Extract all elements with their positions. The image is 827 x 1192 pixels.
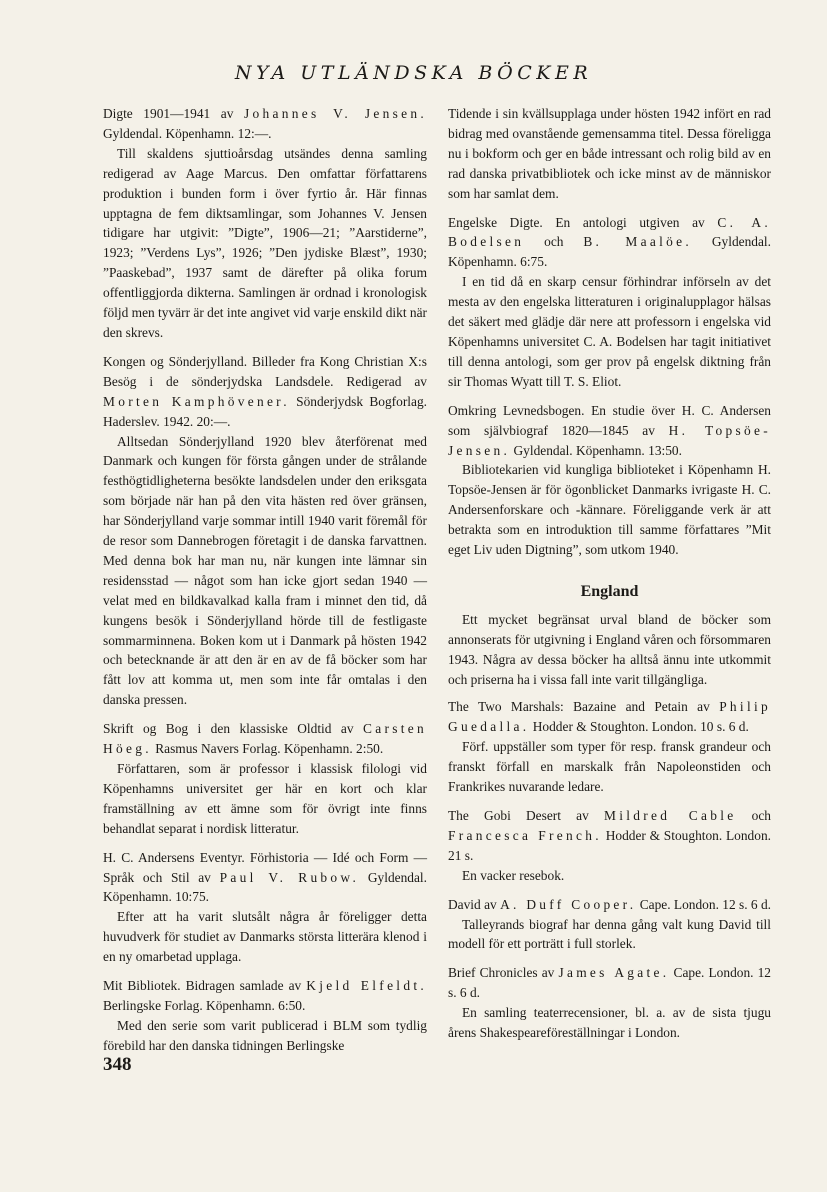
- book-entry: [448, 963, 771, 1043]
- page-number: 348: [103, 1054, 132, 1075]
- entry-heading-text: The Gobi Desert av: [448, 808, 604, 823]
- entry-heading-text: och: [524, 234, 584, 250]
- book-entry: [448, 806, 771, 886]
- entry-heading-text: Engelske Digte. En antologi utgiven av: [448, 214, 718, 230]
- author-name: Mildred Cable: [603, 808, 737, 823]
- entry-heading-text: Mit Bibliotek. Bidragen samlade av: [103, 978, 307, 994]
- entry-heading: [448, 806, 771, 866]
- left-column: [103, 104, 427, 1065]
- entry-body: Med den serie som varit publicerad i BLM som tydlig förebild har den danska tidningen Berlingske: [103, 1017, 427, 1053]
- entry-heading-text: Gyldendal. Köpenhamn. 6:75.: [448, 234, 771, 270]
- section-intro: Ett mycket begränsat urval bland de böcker som annonserats för utgivning i England våren och försommaren 1943. Några av dessa böcker ha alltså ännu inte utkommit och priserna ha i vissa fall inte varit tillgängliga.: [448, 611, 771, 687]
- entry-heading-text: Brief Chronicles av: [448, 965, 559, 981]
- author-name: Philip Guedalla.: [448, 699, 771, 735]
- author-name: A. Duff Cooper.: [500, 896, 637, 912]
- entry-heading-text: Sönderjydsk Bogforlag. Haderslev. 1942. 20:—.: [103, 393, 427, 429]
- author-name: James Agate.: [558, 965, 670, 981]
- entry-heading-text: H. C. Andersens Eventyr. Förhistoria — Idé och Form — Språk och Stil av: [103, 849, 427, 885]
- entry-heading-text: Gyldendal. Köpenhamn. 10:75.: [103, 869, 427, 905]
- entry-body: Alltsedan Sönderjylland 1920 blev återförenat med Danmark och kungen för första gången under de strålande festhögtidligheterna besökte landsdelen under den eriksgata som började när han på den vita hästen red över gränsen, har Sönderjylland varje sommar intill 1940 varit föremål för de resor som Dannebrogen företagit i de danska farvattnen. Med denna bok har man nu, när kungen inte lämnar sin residensstad — något som han icke gjort sedan 1940 — velat med en bildkavalkad kalla fram i minnet den tid, då kungens besök i Sönderjylland hörde till de festligaste sommarminnena. Boken kom ut i Danmark på hösten 1942 och betecknande är att den är en av de få böcker som har fått lov att komma ut, men som inte får omtalas i den danska pressen.: [103, 433, 427, 708]
- author-name: Paul V. Rubow.: [219, 869, 360, 885]
- entry-body: Förf. uppställer som typer för resp. fransk grandeur och franskt förfall en marskalk från Napoleonstiden och Frankrikes nuvarande ledare.: [448, 739, 771, 795]
- entry-heading: [448, 963, 771, 1003]
- entry-body: Tidende i sin kvällsupplaga under hösten 1942 infört en rad bidrag med ovanstående gemensamma titel. Dessa föreligga nu i bokform och ger en både intressant och rolig bild av en rad danska privatbibliotek och icke minst av de människor som har samlat dem.: [448, 106, 771, 201]
- entry-body: Till skaldens sjuttioårsdag utsändes denna samling redigerad av Aage Marcus. Den omfattar författarens produktion i bunden form i över fyrtio år. Här finnas upptagna de fem diktsamlingar, som Johannes V. Jensen tidigare har utgivit: ”Digte”, 1906—21; ”Aarstiderne”, 1923; ”Verdens Lys”, 1926; ”Den jydiske Blæst”, 1930; ”Paaskebad”, 1937 samt de därefter på olika forum offentliggjorda dikterna. Samlingen är ordnad i kronologisk följd men tyvärr är det inte angivet vid varje enskild dikt när den skrevs.: [103, 145, 427, 340]
- entry-heading: [448, 213, 771, 273]
- entry-heading: [103, 848, 427, 908]
- entry-heading-text: Gyldendal. Köpenhamn. 13:50.: [510, 442, 682, 458]
- author-name: Kjeld Elfeldt.: [306, 978, 427, 994]
- section-heading-england: England: [580, 582, 639, 600]
- entry-heading-text: Kongen og Sönderjylland. Billeder fra Kong Christian X:s Besög i de sönderjydska Landsdele. Redigerad av: [103, 353, 427, 389]
- continuation-paragraph: [448, 104, 771, 204]
- entry-body: En samling teaterrecensioner, bl. a. av de sista tjugu årens Shakespeareföreställningar i London.: [448, 1005, 771, 1041]
- entry-heading-text: Gyldendal. Köpenhamn. 12:—.: [103, 125, 272, 141]
- entry-body: I en tid då en skarp censur förhindrar införseln av det mesta av den engelska litteraturen i originalupplagor hälsas det säkert med glädje där nere att professorn i engelska vid Köpenhamns universitet C. A. Bodelsen har tagit initiativet till denna antologi, som ger prov på engelsk diktning från sir Thomas Wyatt till T. S. Eliot.: [448, 274, 771, 389]
- book-entry: [448, 697, 771, 797]
- right-column: [448, 104, 771, 1052]
- entry-heading-text: Digte 1901—1941 av: [103, 106, 244, 121]
- book-entry: [103, 848, 427, 967]
- entry-heading-text: Hodder & Stoughton. London. 10 s. 6 d.: [529, 719, 749, 735]
- entry-heading: [448, 401, 771, 461]
- entry-heading-text: Skrift og Bog i den klassiske Oldtid av: [103, 721, 363, 737]
- entry-body: En vacker resebok.: [462, 867, 565, 883]
- entry-heading: [103, 352, 427, 432]
- entry-heading: [103, 104, 427, 144]
- book-entry: [103, 976, 427, 1056]
- entry-heading: [103, 976, 427, 1016]
- entry-body: Talleyrands biograf har denna gång valt kung David till modell för ett porträtt i full storlek.: [448, 916, 771, 952]
- author-name: C. A. Bodelsen: [448, 214, 771, 250]
- entry-heading-text: Cape. London. 12 s. 6 d.: [448, 965, 771, 1001]
- author-name: Carsten Höeg.: [103, 721, 427, 757]
- entry-heading-text: Cape. London. 12 s. 6 d.: [636, 896, 771, 912]
- entry-heading: [103, 719, 427, 759]
- entry-body: Efter att ha varit slutsålt några år föreligger detta huvudverk för studiet av Danmarks största litterära klenod i en ny omarbetad upplaga.: [103, 909, 427, 965]
- entry-heading-text: och: [736, 808, 772, 823]
- book-entry: [448, 401, 771, 560]
- entry-heading-text: Omkring Levnedsbogen. En studie över H. C. Andersen som självbiograf 1820—1845 av: [448, 402, 771, 438]
- entry-heading-text: Hodder & Stoughton. London. 21 s.: [448, 827, 771, 863]
- author-name: Johannes V. Jensen.: [244, 106, 427, 121]
- entry-body: Författaren, som är professor i klassisk filologi vid Köpenhamns universitet ger här en kort och klar framställning av ett ämne som för övrigt inte finns behandlat separat i nordisk litteratur.: [103, 761, 427, 836]
- book-entry: [103, 719, 427, 838]
- entry-heading: [448, 697, 771, 737]
- book-entry: [103, 352, 427, 710]
- page-header-title: NYA UTLÄNDSKA BÖCKER: [234, 62, 593, 84]
- entry-heading: [448, 895, 771, 915]
- entry-heading-text: Berlingske Forlag. Köpenhamn. 6:50.: [103, 997, 306, 1013]
- author-name: B. Maalöe.: [583, 234, 692, 250]
- author-name: Francesca French.: [448, 827, 602, 843]
- author-name: Morten Kamphövener.: [103, 393, 290, 409]
- entry-body: Bibliotekarien vid kungliga biblioteket i Köpenhamn H. Topsöe-Jensen är för ögonblicket Danmarks ivrigaste H. C. Andersenforskare och -kännare. Föreliggande verk är att betrakta som en introduktion till samme författares ”Mit eget Liv uden Digtning”, som utkom 1940.: [448, 462, 771, 558]
- book-entry: [448, 895, 771, 955]
- book-entry: [103, 104, 427, 343]
- author-name: H. Topsöe-Jensen.: [448, 422, 771, 458]
- book-entry: [448, 213, 771, 392]
- entry-heading-text: The Two Marshals: Bazaine and Petain av: [448, 699, 720, 715]
- entry-heading-text: David av: [448, 896, 501, 912]
- entry-heading-text: Rasmus Navers Forlag. Köpenhamn. 2:50.: [151, 741, 384, 757]
